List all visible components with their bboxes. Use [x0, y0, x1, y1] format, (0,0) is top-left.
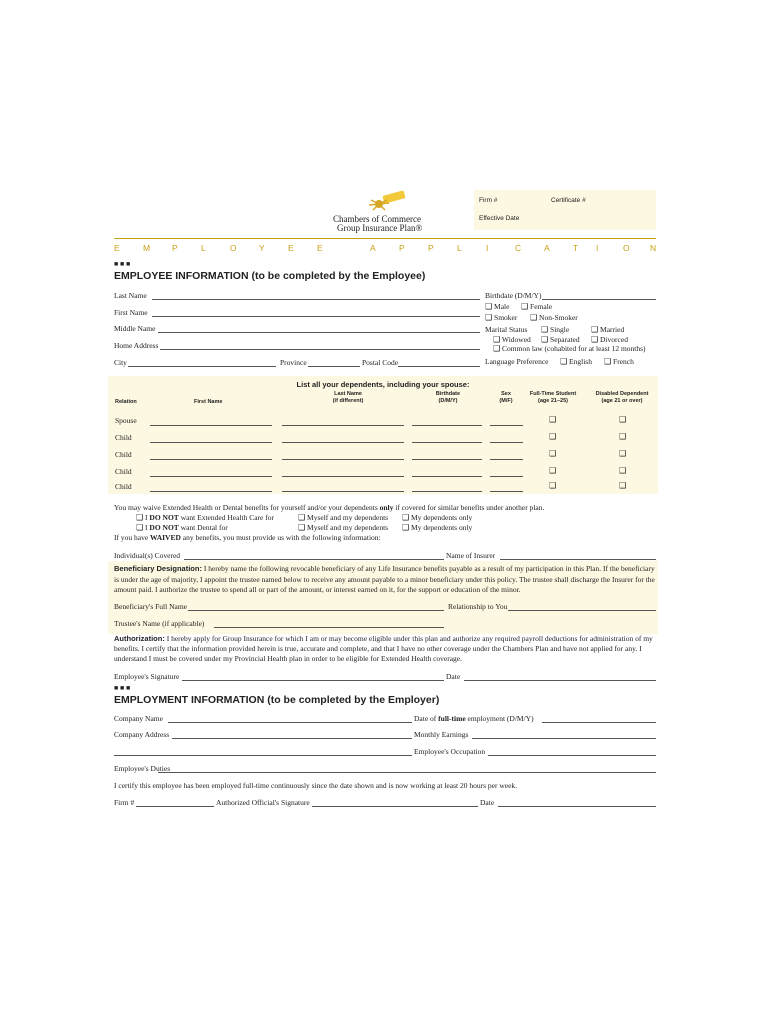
- dependent-row: [108, 414, 658, 428]
- myself-deps-label: Myself and my dependents: [307, 513, 389, 522]
- banner-letter: I: [486, 243, 489, 253]
- certificate-label: Certificate #: [551, 197, 586, 204]
- official-signature-label: Authorized Official's Signature: [216, 798, 310, 807]
- employment-date-field[interactable]: [542, 714, 656, 723]
- banner-letter: P: [399, 243, 405, 253]
- banner-letter: L: [201, 243, 206, 253]
- waiver-intro-c: if covered for similar benefits under another plan.: [393, 503, 545, 512]
- birthdate-field[interactable]: [412, 441, 482, 443]
- banner-letter: L: [457, 243, 462, 253]
- col-disabled-line1: Disabled Dependent: [595, 391, 649, 397]
- student-checkbox[interactable]: ❑: [549, 415, 557, 424]
- banner-letter: E: [288, 243, 294, 253]
- opt1-a: I: [145, 513, 150, 522]
- employee-section-title: EMPLOYEE INFORMATION (to be completed by the Employee): [114, 270, 426, 282]
- employee-date-label: Date: [446, 672, 461, 681]
- col-last-name-line1: Last Name: [334, 391, 362, 397]
- banner-letter: E: [317, 243, 323, 253]
- waived-note: [114, 533, 381, 542]
- banner-letter: I: [596, 243, 599, 253]
- english-label: English: [569, 357, 592, 366]
- checkbox-icon: ❑: [402, 513, 410, 522]
- logo-line1: Chambers of Commerce: [333, 214, 421, 224]
- checkbox-icon: ❑: [136, 513, 144, 522]
- waive-health-myself-option[interactable]: [298, 513, 388, 522]
- separated-label: Separated: [550, 335, 580, 344]
- col-disabled: [586, 391, 658, 405]
- deps-only-label: My dependents only: [411, 513, 473, 522]
- col-last-name: [313, 391, 383, 405]
- disabled-checkbox[interactable]: ❑: [619, 415, 627, 424]
- employment-date-label: [414, 714, 534, 723]
- banner-letter: T: [573, 243, 579, 253]
- office-use-box: [474, 190, 656, 230]
- beneficiary-text: [114, 564, 656, 596]
- employee-signature-label: Employee's Signature: [114, 672, 180, 681]
- col-birthdate-line1: Birthdate: [435, 391, 461, 397]
- separated-option[interactable]: [541, 335, 580, 344]
- english-option[interactable]: [560, 357, 592, 366]
- company-address-field[interactable]: [172, 730, 412, 739]
- col-last-name-line2: (if different): [332, 398, 364, 404]
- disabled-checkbox[interactable]: ❑: [619, 449, 627, 458]
- logo-line2: Group Insurance Plan®: [337, 223, 423, 233]
- city-label: City: [114, 358, 127, 367]
- banner-letter: A: [370, 243, 376, 253]
- birthdate-field[interactable]: [412, 424, 482, 426]
- language-preference-label: Language Preference: [485, 357, 549, 366]
- date-of-a: Date of: [414, 714, 439, 723]
- certify-text: I certify this employee has been employed full-time continuously since the date shown and is now working at least 20 hours per week.: [114, 781, 518, 790]
- beneficiary-label: Beneficiary Designation:: [114, 564, 202, 573]
- col-birthdate-line2: (D/M/Y): [438, 398, 458, 404]
- checkbox-icon: ❑: [591, 335, 599, 344]
- waive-dental-deps-option[interactable]: [402, 523, 472, 532]
- home-address-label: Home Address: [114, 341, 159, 350]
- opt1-b: DO NOT: [149, 513, 179, 522]
- divorced-option[interactable]: [591, 335, 628, 344]
- sex-female-option[interactable]: [521, 302, 552, 311]
- waive-dental-option[interactable]: [136, 523, 228, 532]
- banner: [114, 243, 662, 255]
- sex-field[interactable]: [490, 458, 523, 460]
- relation-label: Child: [115, 433, 132, 442]
- employer-firm-label: Firm #: [114, 798, 135, 807]
- insurer-field[interactable]: [500, 551, 656, 560]
- relationship-field[interactable]: [508, 602, 656, 611]
- dependent-row: [108, 465, 658, 479]
- opt1-c: want Extended Health Care for: [178, 513, 274, 522]
- checkbox-icon: ❑: [485, 313, 493, 322]
- authorization-text: [114, 634, 658, 664]
- insurer-label: Name of Insurer: [446, 551, 496, 560]
- disabled-checkbox[interactable]: ❑: [619, 466, 627, 475]
- firm-label: Firm #: [479, 197, 498, 204]
- checkbox-icon: ❑: [541, 325, 549, 334]
- section-marks: ■ ■ ■: [114, 684, 131, 692]
- dependent-row: [108, 431, 658, 445]
- married-label: Married: [600, 325, 625, 334]
- employee-date-field[interactable]: [464, 672, 656, 681]
- checkbox-icon: ❑: [541, 335, 549, 344]
- first-name-field[interactable]: [150, 490, 272, 492]
- banner-letter: M: [143, 243, 151, 253]
- marital-status-label: Marital Status: [485, 325, 528, 334]
- individuals-covered-field[interactable]: [184, 551, 444, 560]
- company-name-field[interactable]: [168, 714, 412, 723]
- section-marks: ■ ■ ■: [114, 260, 131, 268]
- smoker-label: Smoker: [494, 313, 518, 322]
- col-relation: Relation: [115, 399, 137, 405]
- banner-letter: C: [515, 243, 522, 253]
- birthdate-field[interactable]: [412, 458, 482, 460]
- banner-letter: N: [650, 243, 657, 253]
- last-name-label: Last Name: [114, 291, 147, 300]
- smoker-option[interactable]: [485, 313, 517, 322]
- authorization-label: Authorization:: [114, 634, 165, 643]
- relation-label: Child: [115, 482, 132, 491]
- col-disabled-line2: (age 21 or over): [601, 398, 643, 404]
- student-checkbox[interactable]: ❑: [549, 466, 557, 475]
- relationship-label: Relationship to You: [448, 602, 508, 611]
- non-smoker-option[interactable]: [530, 313, 578, 322]
- waived-c: any benefits, you must provide us with the following information:: [180, 533, 381, 542]
- company-address-field-2[interactable]: [114, 747, 412, 756]
- checkbox-icon: ❑: [604, 357, 612, 366]
- banner-letter: A: [544, 243, 550, 253]
- first-name-field[interactable]: [152, 308, 480, 317]
- myself-deps-label: Myself and my dependents: [307, 523, 389, 532]
- postal-code-label: Postal Code: [362, 358, 399, 367]
- single-option[interactable]: [541, 325, 569, 334]
- checkbox-icon: ❑: [136, 523, 144, 532]
- dependent-row: [108, 482, 658, 494]
- official-signature-field[interactable]: [312, 798, 478, 807]
- postal-code-field[interactable]: [398, 358, 480, 367]
- first-name-field[interactable]: [150, 458, 272, 460]
- dependent-row: [108, 448, 658, 462]
- female-label: Female: [530, 302, 553, 311]
- common-law-label: Common law (cohabited for at least 12 months): [502, 344, 646, 353]
- disabled-checkbox[interactable]: ❑: [619, 432, 627, 441]
- monthly-earnings-label: Monthly Earnings: [414, 730, 469, 739]
- french-option[interactable]: [604, 357, 634, 366]
- birthdate-field[interactable]: [412, 490, 482, 492]
- employer-firm-field[interactable]: [136, 798, 214, 807]
- employer-date-label: Date: [480, 798, 495, 807]
- student-checkbox[interactable]: ❑: [549, 449, 557, 458]
- waive-health-option[interactable]: [136, 513, 274, 522]
- employee-signature-field[interactable]: [182, 672, 444, 681]
- sex-field[interactable]: [490, 490, 523, 492]
- waive-dental-myself-option[interactable]: [298, 523, 388, 532]
- french-label: French: [613, 357, 634, 366]
- monthly-earnings-field[interactable]: [472, 730, 656, 739]
- checkbox-icon: ❑: [521, 302, 529, 311]
- checkbox-icon: ❑: [591, 325, 599, 334]
- first-name-field[interactable]: [150, 441, 272, 443]
- beneficiary-name-field[interactable]: [188, 602, 444, 611]
- col-sex-line2: (M/F): [499, 398, 513, 404]
- checkbox-icon: ❑: [560, 357, 568, 366]
- occupation-field[interactable]: [488, 747, 656, 756]
- student-checkbox[interactable]: ❑: [549, 432, 557, 441]
- city-field[interactable]: [128, 358, 276, 367]
- sex-field[interactable]: [490, 424, 523, 426]
- birthdate-field[interactable]: [412, 475, 482, 477]
- relation-label: Spouse: [115, 416, 137, 425]
- employer-date-field[interactable]: [498, 798, 656, 807]
- logo: [325, 190, 450, 235]
- col-birthdate: [413, 391, 483, 405]
- beneficiary-name-label: Beneficiary's Full Name: [114, 602, 187, 611]
- trustee-label: Trustee's Name (if applicable): [114, 619, 205, 628]
- date-of-c: employment (D/M/Y): [465, 714, 534, 723]
- checkbox-icon: ❑: [530, 313, 538, 322]
- effective-date-label: Effective Date: [479, 215, 520, 222]
- trustee-field[interactable]: [214, 619, 444, 628]
- last-name-field[interactable]: [282, 424, 404, 426]
- individuals-covered-label: Individual(s) Covered: [114, 551, 181, 560]
- birthdate-label: Birthdate (D/M/Y): [485, 291, 542, 300]
- waiver-intro-only: only: [379, 503, 394, 512]
- middle-name-field[interactable]: [158, 324, 480, 333]
- col-sex: [491, 391, 521, 405]
- banner-letter: E: [114, 243, 120, 253]
- logo-mark-icon: [365, 190, 410, 212]
- col-first-name: First Name: [194, 399, 223, 405]
- date-of-b: full-time: [438, 714, 466, 723]
- first-name-label: First Name: [114, 308, 148, 317]
- waived-b: WAIVED: [150, 533, 181, 542]
- waived-a: If you have: [114, 533, 151, 542]
- widowed-label: Widowed: [501, 335, 531, 344]
- col-sex-line1: Sex: [501, 391, 511, 397]
- banner-letter: P: [428, 243, 434, 253]
- checkbox-icon: ❑: [485, 302, 493, 311]
- middle-name-label: Middle Name: [114, 324, 156, 333]
- checkbox-icon: ❑: [493, 335, 501, 344]
- banner-letter: Y: [259, 243, 265, 253]
- opt2-b: DO NOT: [149, 523, 179, 532]
- province-field[interactable]: [308, 358, 360, 367]
- widowed-option[interactable]: [493, 335, 531, 344]
- divorced-label: Divorced: [600, 335, 628, 344]
- banner-letter: P: [172, 243, 178, 253]
- col-student: [518, 391, 588, 405]
- checkbox-icon: ❑: [298, 523, 306, 532]
- male-label: Male: [494, 302, 510, 311]
- company-name-label: Company Name: [114, 714, 163, 723]
- checkbox-icon: ❑: [402, 523, 410, 532]
- common-law-option[interactable]: [493, 344, 646, 353]
- student-checkbox[interactable]: ❑: [549, 481, 557, 490]
- employment-section-title: EMPLOYMENT INFORMATION (to be completed by the Employer): [114, 694, 440, 706]
- last-name-field[interactable]: [282, 490, 404, 492]
- beneficiary-body: I hereby name the following revocable beneficiary of any Life Insurance benefits payable as a result of my participation in this Plan. If the beneficiary is under the age of majority, I appoint the trustee named below to receive any amount payable to a minor beneficiary under this policy. The trustee shall discharge the Insurer for the amount paid. I authorize the trustee to spend all or part of the amount, or interest earned on it, for the support or education of the minor.: [114, 564, 655, 594]
- company-address-label: Company Address: [114, 730, 170, 739]
- waiver-intro: [114, 503, 544, 512]
- single-label: Single: [550, 325, 570, 334]
- last-name-field[interactable]: [152, 291, 480, 300]
- deps-only-label: My dependents only: [411, 523, 473, 532]
- banner-rule: [114, 238, 656, 239]
- first-name-field[interactable]: [150, 424, 272, 426]
- banner-letter: O: [230, 243, 237, 253]
- home-address-field[interactable]: [160, 341, 480, 350]
- checkbox-icon: ❑: [298, 513, 306, 522]
- duties-field[interactable]: [158, 764, 656, 773]
- last-name-field[interactable]: [282, 441, 404, 443]
- occupation-label: Employee's Occupation: [414, 747, 486, 756]
- waiver-intro-a: You may waive Extended Health or Dental benefits for yourself and/or your dependents: [114, 503, 380, 512]
- sex-field[interactable]: [490, 475, 523, 477]
- province-label: Province: [280, 358, 307, 367]
- non-smoker-label: Non-Smoker: [539, 313, 578, 322]
- sex-male-option[interactable]: [485, 302, 509, 311]
- checkbox-icon: ❑: [493, 344, 501, 353]
- birthdate-field[interactable]: [542, 291, 656, 300]
- banner-letter: O: [623, 243, 630, 253]
- disabled-checkbox[interactable]: ❑: [619, 481, 627, 490]
- authorization-body: I hereby apply for Group Insurance for which I am or may become eligible under this plan and authorize any required payroll deductions for administration of my benefits. I certify that the information provided herein is true, accurate and complete, and that I have no other coverage under the Chambers Plan and have not applied for any. I understand I must be covered under my Provincial Health plan in order to be eligible for Extended Health coverage.: [114, 634, 653, 663]
- dependents-box: [108, 376, 658, 494]
- duties-label: Employee's Duties: [114, 764, 171, 773]
- opt2-a: I: [145, 523, 150, 532]
- last-name-field[interactable]: [282, 458, 404, 460]
- married-option[interactable]: [591, 325, 624, 334]
- relation-label: Child: [115, 450, 132, 459]
- sex-field[interactable]: [490, 441, 523, 443]
- col-student-line1: Full-Time Student: [529, 391, 577, 397]
- dependents-heading: List all your dependents, including your spouse:: [296, 380, 470, 389]
- beneficiary-box: [108, 561, 658, 634]
- col-student-line2: (age 21–25): [538, 398, 568, 404]
- opt2-c: want Dental for: [178, 523, 228, 532]
- waive-health-deps-option[interactable]: [402, 513, 472, 522]
- relation-label: Child: [115, 467, 132, 476]
- last-name-field[interactable]: [282, 475, 404, 477]
- first-name-field[interactable]: [150, 475, 272, 477]
